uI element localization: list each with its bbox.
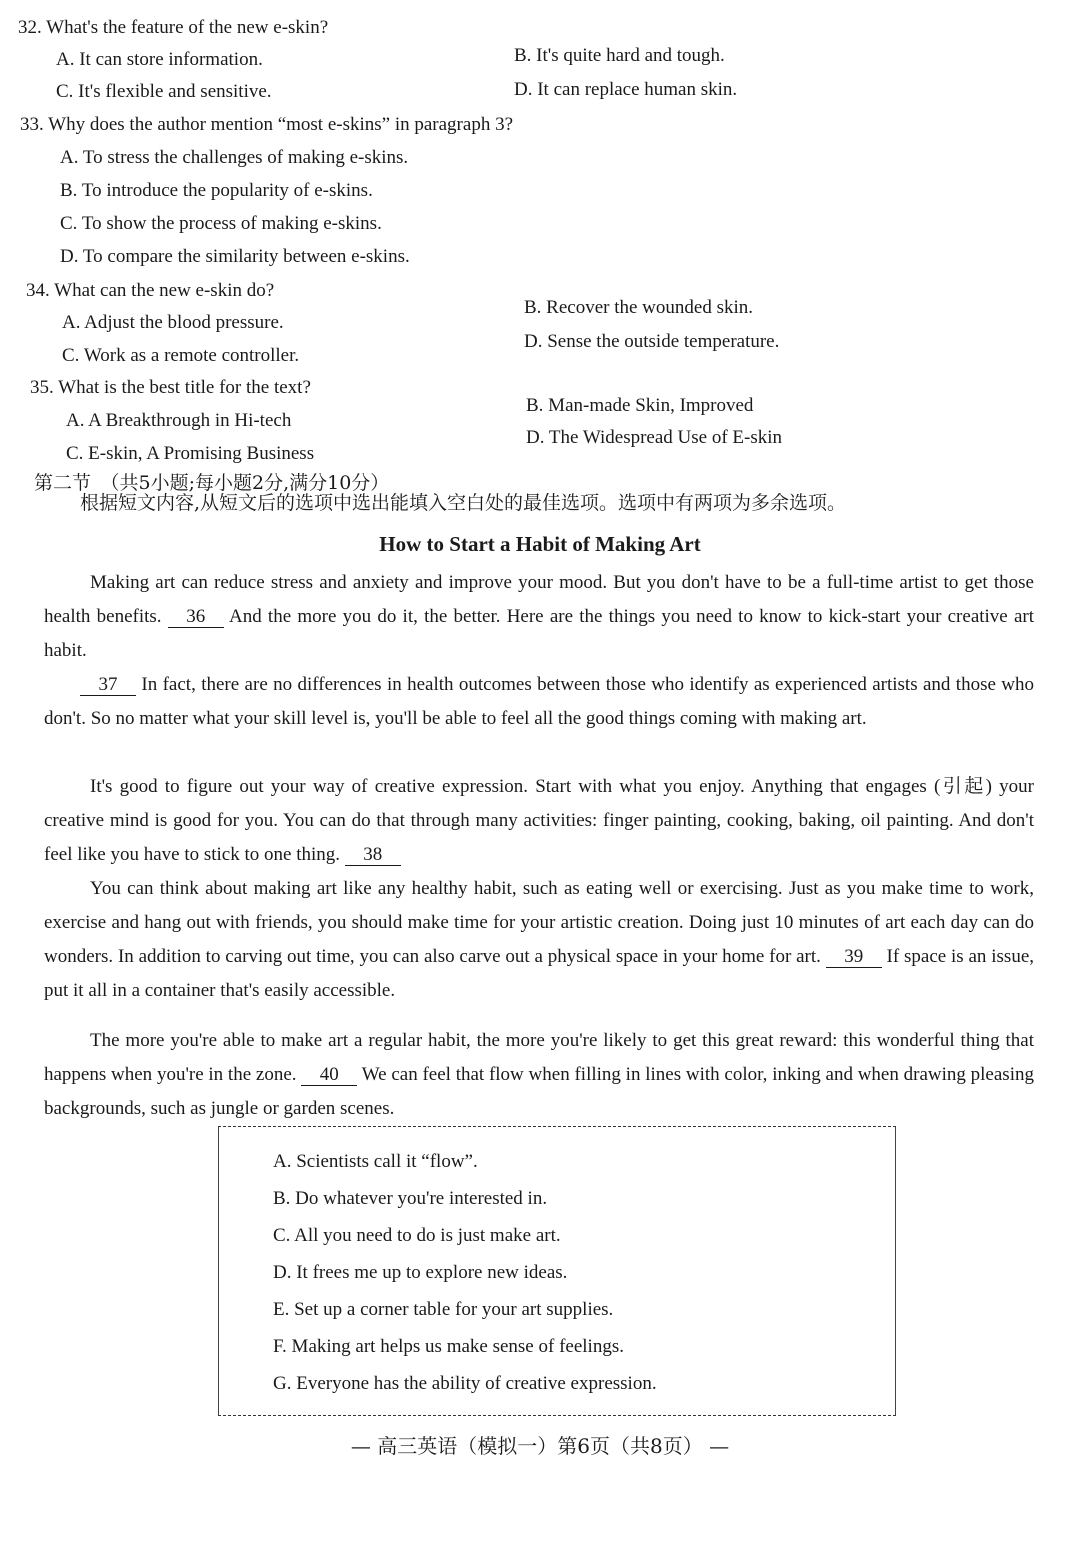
paragraph-2-text: In fact, there are no differences in health outcomes between those who identify as experienced artists and those who don't. So no matter what your skill level is, you'll be able to feel all the good things coming with making art. — [44, 674, 1035, 729]
blank-37: 37 — [80, 675, 136, 696]
paragraph-5-text-b: We can feel that flow when filling in lines with color, inking and when drawing pleasing backgrounds, such as jungle or garden scenes. — [44, 1064, 1034, 1119]
question-33-option-a: A. To stress the challenges of making e-skins. — [60, 147, 409, 168]
question-33-stem: 33. Why does the author mention “most e-skins” in paragraph 3? — [20, 114, 513, 135]
question-35-stem: 35. What is the best title for the text? — [30, 377, 311, 398]
blank-38: 38 — [345, 845, 401, 866]
options-box — [218, 1126, 896, 1416]
question-34-option-a: A. Adjust the blood pressure. — [62, 312, 284, 333]
choice-g: G. Everyone has the ability of creative expression. — [273, 1373, 657, 1394]
section-heading: 第二节 （共5小题;每小题2分,满分10分） — [34, 472, 390, 494]
choice-e: E. Set up a corner table for your art supplies. — [273, 1299, 614, 1320]
question-32-option-d: D. It can replace human skin. — [514, 79, 738, 100]
question-35-option-b: B. Man-made Skin, Improved — [526, 395, 754, 416]
question-34-stem: 34. What can the new e-skin do? — [26, 280, 275, 301]
question-32-option-b: B. It's quite hard and tough. — [514, 45, 725, 66]
question-32-stem: 32. What's the feature of the new e-skin? — [18, 17, 329, 38]
blank-40: 40 — [301, 1065, 357, 1086]
choice-f: F. Making art helps us make sense of feelings. — [273, 1336, 624, 1357]
choice-c: C. All you need to do is just make art. — [273, 1225, 561, 1246]
question-35-option-c: C. E-skin, A Promising Business — [66, 443, 315, 464]
choice-d: D. It frees me up to explore new ideas. — [273, 1262, 568, 1283]
question-35-option-a: A. A Breakthrough in Hi-tech — [66, 410, 292, 431]
paragraph-1-text-a: Making art can reduce stress and anxiety and improve your mood. But you don't have to be a full-time artist to get those health benefits. — [44, 572, 1034, 627]
paragraph-5-text-a: The more you're able to make art a regular habit, the more you're likely to get this great reward: this wonderful thing that happens when you're in the zone. — [44, 1030, 1034, 1085]
paragraph-2 — [44, 668, 1034, 736]
question-34-option-c: C. Work as a remote controller. — [62, 345, 300, 366]
paragraph-3 — [44, 770, 1034, 872]
question-33-option-d: D. To compare the similarity between e-skins. — [60, 246, 410, 267]
paragraph-4 — [44, 872, 1034, 1008]
page-footer: — 高三英语（模拟一）第6页（共8页） — — [350, 1434, 730, 1458]
paragraph-5 — [44, 1024, 1034, 1126]
paragraph-1-text-b: And the more you do it, the better. Here are the things you need to know to kick-start your creative art habit. — [44, 606, 1035, 661]
question-34-option-b: B. Recover the wounded skin. — [524, 297, 754, 318]
paragraph-3-text: It's good to figure out your way of creative expression. Start with what you enjoy. Anything that engages (引起) your creative mind is good for you. You can do that through many activities: finger painting, cooking, baking, oil painting. And don't feel like you have to stick to one thing. — [44, 776, 1034, 865]
passage-title: How to Start a Habit of Making Art — [379, 532, 701, 556]
blank-39: 39 — [826, 947, 882, 968]
question-32-option-c: C. It's flexible and sensitive. — [56, 81, 272, 102]
question-35-option-d: D. The Widespread Use of E-skin — [526, 427, 783, 448]
question-34-option-d: D. Sense the outside temperature. — [524, 331, 780, 352]
blank-36: 36 — [168, 607, 224, 628]
question-33-option-c: C. To show the process of making e-skins. — [60, 213, 382, 234]
section-instruction: 根据短文内容,从短文后的选项中选出能填入空白处的最佳选项。选项中有两项为多余选项。 — [80, 492, 847, 514]
question-33-option-b: B. To introduce the popularity of e-skins. — [60, 180, 373, 201]
paragraph-4-text-a: You can think about making art like any healthy habit, such as eating well or exercising. Just as you make time to work, exercise and hang out with friends, you should make time for your artistic creation. Doing just 10 minutes of art each day can do wonders. In addition to carving out time, you can also carve out a physical space in your home for art. — [44, 878, 1034, 967]
choice-a: A. Scientists call it “flow”. — [273, 1151, 478, 1172]
paragraph-4-text-b: If space is an issue, put it all in a container that's easily accessible. — [44, 946, 1035, 1001]
question-32-option-a: A. It can store information. — [56, 49, 263, 70]
paragraph-1 — [44, 566, 1034, 668]
choice-b: B. Do whatever you're interested in. — [273, 1188, 548, 1209]
